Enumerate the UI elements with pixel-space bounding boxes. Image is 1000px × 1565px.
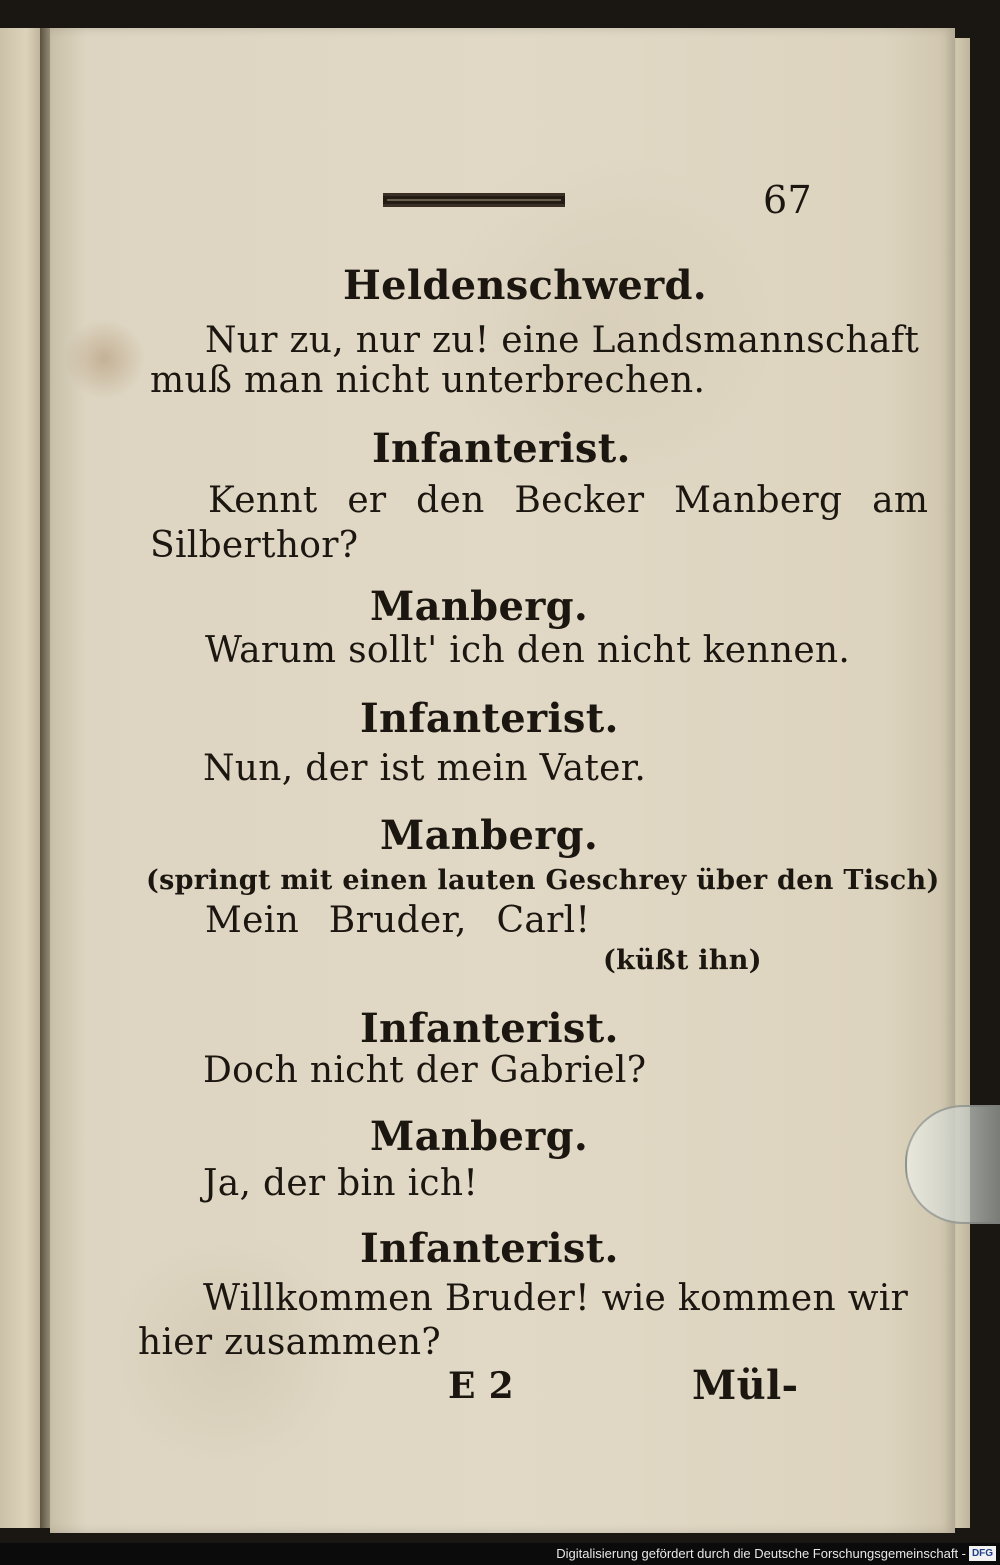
page-number: 67 [763,178,812,222]
speaker-heading: Infanterist. [360,1005,619,1052]
funding-credit: Digitalisierung gefördert durch die Deutsche Forschungsgemeinschaft - [556,1546,966,1561]
dialogue-line: Ja, der bin ich! [203,1163,479,1204]
stage-direction: (springt mit einen lauten Geschrey über den Tisch) [146,865,940,896]
dialogue-line: hier zusammen? [138,1322,442,1363]
dialogue-line: Kennt er den Becker Manberg am [208,480,929,521]
dialogue-line: Nur zu, nur zu! eine Landsmannschaft [205,320,920,361]
speaker-heading: Manberg. [370,583,589,630]
stage-direction: (küßt ihn) [603,945,762,976]
speaker-heading: Manberg. [370,1113,589,1160]
facing-page-edge [0,28,44,1528]
speaker-heading: Infanterist. [372,425,631,472]
speaker-heading: Manberg. [380,812,599,859]
header-rule [383,193,565,207]
speaker-heading: Infanterist. [360,695,619,742]
dialogue-line: Silberthor? [150,525,359,566]
dialogue-line: Warum sollt' ich den nicht kennen. [205,630,851,671]
dialogue-line: Doch nicht der Gabriel? [203,1050,647,1091]
dialogue-line: Mein Bruder, Carl! [205,900,591,941]
dialogue-line: Nun, der ist mein Vater. [203,748,647,789]
printer-signature: E 2 [448,1365,514,1407]
dialogue-line: Willkommen Bruder! wie kommen wir [203,1278,909,1319]
dialogue-line: muß man nicht unterbrechen. [150,360,706,401]
speaker-heading: Infanterist. [360,1225,619,1272]
speaker-heading: Heldenschwerd. [343,262,707,309]
dfg-logo: DFG [969,1546,996,1561]
catchword: Mül- [692,1362,799,1409]
